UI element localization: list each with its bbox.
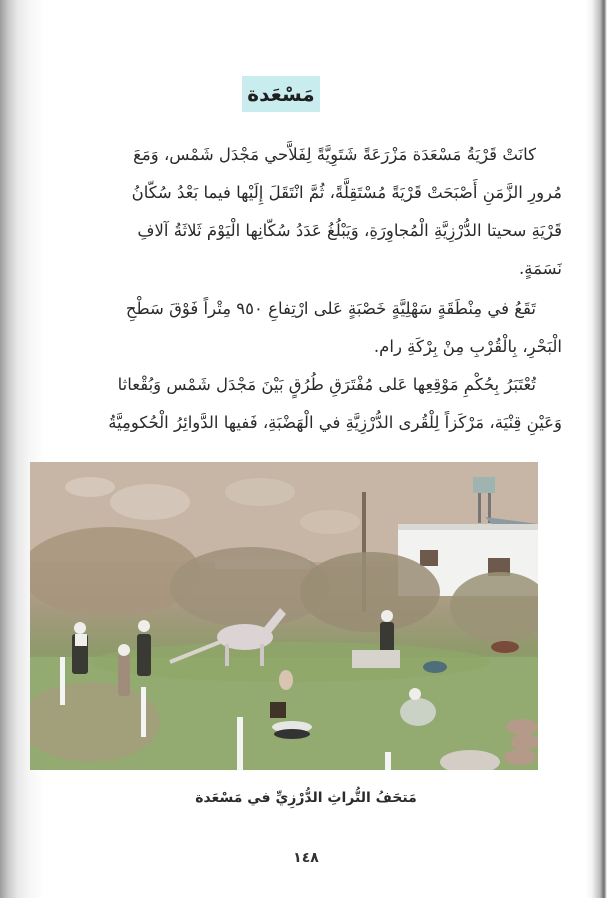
page-number: ١٤٨ bbox=[293, 850, 319, 866]
text-line: مُرورِ الزَّمَنِ أَصْبَحَتْ قَرْيَةً مُسْتَقِلَّةً، ثُمَّ انْتَقَلَ إِلَيْها فيما بَعْدُ سُكّانُ bbox=[131, 183, 562, 202]
text-line: وَعَيْنِ قِنْيَة، مَرْكَزاً لِلْقُرى الدُّرْزِيَّةِ في الْهَضْبَةِ، فَفيها الدَّوائِرُ الْحُكومِيَّةُ bbox=[108, 413, 562, 432]
title-banner bbox=[242, 76, 320, 112]
text-line: تَقَعُ في مِنْطَقَةٍ سَهْلِيَّةٍ خَصْبَةٍ عَلى ارْتِفاعِ ٩٥٠ مِتْراً فَوْقَ سَطْحِ bbox=[125, 299, 536, 318]
text-line: الْبَحْرِ، بِالْقُرْبِ مِنْ بِرْكَةِ رام. bbox=[373, 337, 562, 356]
paragraph-1 bbox=[42, 136, 562, 288]
paragraph-2 bbox=[42, 290, 562, 366]
text-line: تُعْتَبَرُ بِحُكْمِ مَوْقِعِها عَلى مُفْتَرَقِ طُرُقٍ بَيْنَ مَجْدَل شَمْس وَبُقْعاثا bbox=[117, 375, 536, 394]
text-line: كانَتْ قَرْيَةُ مَسْعَدَة مَزْرَعَةً شَتَوِيَّةً لِفَلاَّحي مَجْدَل شَمْس، وَمَعَ bbox=[133, 145, 536, 164]
text-line: نَسَمَةٍ. bbox=[519, 259, 562, 278]
text-line: قَرْيَةِ سحيتا الدُّرْزِيَّةِ الْمُجاوِرَةِ، وَيَبْلُغُ عَدَدُ سُكّانِها الْيَوْمَ ثَلاثَةُ آلافِ bbox=[137, 221, 562, 240]
photo-illustration bbox=[30, 462, 538, 770]
photo-caption: مَتحَفُ التُّراثِ الدُّرْزِيِّ في مَسْعَدة bbox=[195, 790, 417, 806]
page-title: مَسْعَدة bbox=[247, 82, 315, 106]
museum-photo bbox=[30, 462, 538, 770]
paragraph-3 bbox=[42, 366, 562, 442]
